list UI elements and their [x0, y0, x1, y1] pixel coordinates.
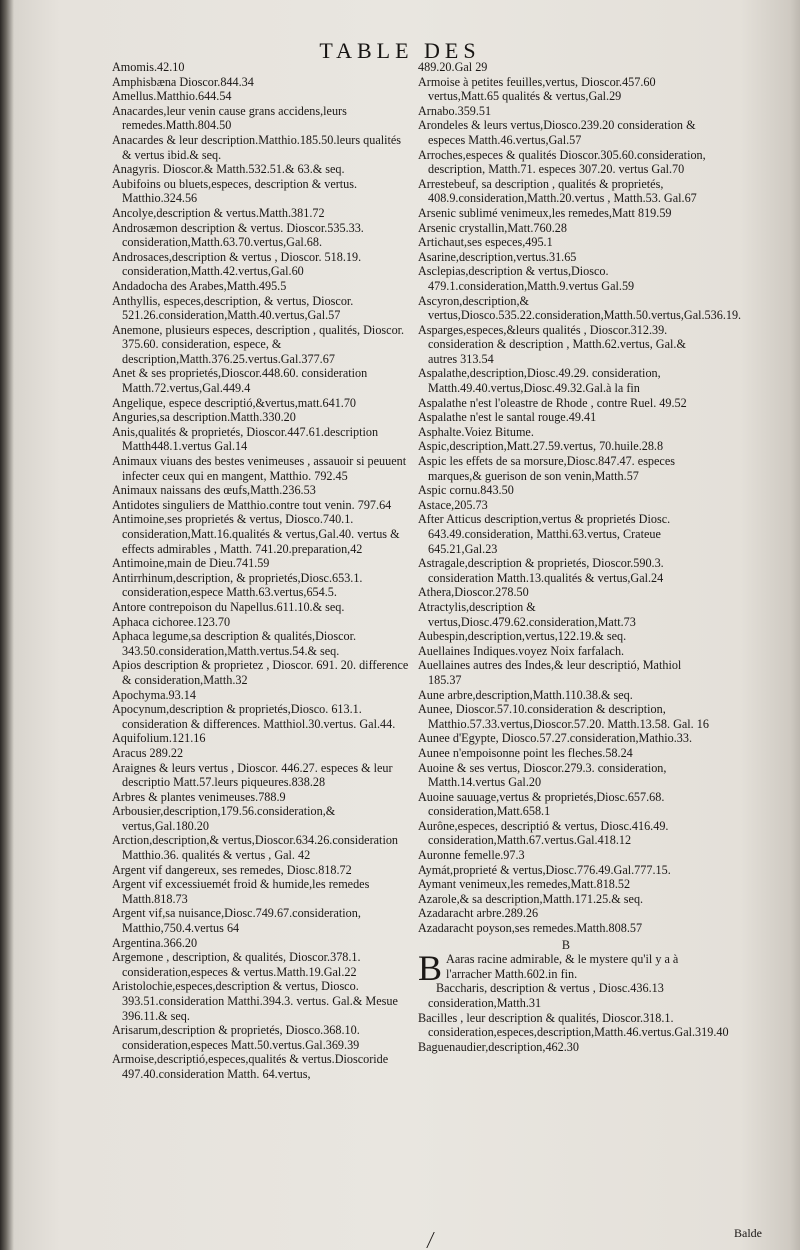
index-entry: Angelique, espece descriptió,&vertus,matt.641.70 [112, 395, 357, 410]
index-entry: Astragale,description & proprietés, Dioscor.590.3. consideration Matth.13.qualités & vertus,Gal.24 [418, 556, 664, 585]
index-entry: Asclepias,description & vertus,Diosco. 479.1.consideration,Matth.9.vertus Gal.59 [418, 264, 635, 293]
index-entry [418, 1040, 714, 1055]
index-entry: Aristolochie,especes,description & vertus, Diosco. 393.51.consideration Matthi.394.3. vertus. Gal.& Mesue 396.11.& seq. [112, 979, 398, 1023]
index-entry: Ascyron,description,& vertus,Diosco.535.22.consideration,Matth.50.vertus,Gal.536.19. [418, 293, 742, 323]
index-entry: Aunee, Dioscor.57.10.consideration & description, Matthio.57.33.vertus,Dioscor.57.20. Matth.13.58. Gal. 16 [418, 702, 709, 731]
index-entry: Athera,Dioscor.278.50 [418, 585, 529, 600]
index-entry: Anis,qualités & proprietés, Dioscor.447.61.description Matth448.1.vertus Gal.14 [112, 424, 379, 454]
drop-cap-letter: B [418, 948, 443, 989]
page-header: TABLE DES [319, 38, 481, 63]
index-entry: Argentina.366.20 [112, 935, 198, 950]
index-entry: Araignes & leurs vertus , Dioscor. 446.27. especes & leur descriptio Matt.57.leurs piqueures.838.28 [112, 760, 393, 790]
index-entry: Antore contrepoison du Napellus.611.10.& seq. [112, 599, 345, 614]
index-entry: Andadocha des Arabes,Matth.495.5 [112, 278, 287, 293]
index-entry: Arnabo.359.51 [418, 103, 492, 118]
index-entry: Apios description & proprietez , Dioscor. 691. 20. difference & consideration,Matth.32 [112, 658, 409, 687]
index-entry: Amellus.Matthio.644.54 [112, 89, 232, 104]
index-entry: Azadaracht arbre.289.26 [418, 906, 539, 921]
index-entry: Aphaca legume,sa description & qualités,Dioscor. 343.50.consideration,Matth.vertus.54.& seq. [112, 629, 357, 658]
index-entry: Armoise à petites feuilles,vertus, Dioscor.457.60 vertus,Matt.65 qualités & vertus,Gal.29 [418, 74, 656, 104]
catchword: Balde [734, 1226, 762, 1240]
index-entry: Androsæmon description & vertus. Dioscor.535.33. consideration,Matth.63.70.vertus,Gal.68. [112, 220, 364, 250]
index-entry: Arsenic sublimé venimeux,les remedes,Matt 819.59 [418, 205, 672, 220]
index-entry: Arrestebeuf, sa description , qualités & proprietés, 408.9.consideration,Matth.20.vertus , Matth.53. Gal.67 [418, 176, 697, 206]
index-entry: Antimoine,main de Dieu.741.59 [112, 556, 270, 571]
index-entry: Aspalathe n'est le santal rouge.49.41 [418, 410, 597, 425]
index-entry: Aubifoins ou bluets,especes, description & vertus. Matthio.324.56 [112, 176, 358, 206]
index-entry: Argent vif excessiuemét froid & humide,les remedes Matth.818.73 [112, 877, 370, 906]
index-entry: Auellaines autres des Indes,& leur descriptió, Mathiol 185.37 [418, 658, 682, 687]
index-entry: Aunee d'Egypte, Diosco.57.27.consideration,Mathio.33. [418, 731, 692, 746]
index-entry: Apocynum,description & proprietés,Diosco. 613.1. consideration & differences. Matthiol.30.vertus. Gal.44. [112, 702, 396, 731]
index-entry-text: Aaras racine admirable, & le mystere qu'il y a à l'arracher Matth.602.in fin. [446, 952, 679, 981]
index-entry: Argent vif dangereux, ses remedes, Diosc.818.72 [112, 862, 352, 877]
index-entry: Apochyma.93.14 [112, 687, 196, 702]
index-entry: Aspalathe n'est l'oleastre de Rhode , contre Ruel. 49.52 [418, 395, 687, 410]
index-entry: Amphisbæna Dioscor.844.34 [112, 74, 254, 89]
index-entry: Aymát,proprieté & vertus,Diosc.776.49.Gal.777.15. [418, 862, 671, 877]
index-entry [418, 981, 714, 1010]
index-entry: Auoine & ses vertus, Dioscor.279.3. consideration, Matth.14.vertus Gal.20 [418, 760, 667, 790]
index-entry: Arction,description,& vertus,Dioscor.634.26.consideration Matthio.36. qualités & vertus , Gal. 42 [112, 833, 399, 863]
index-entry: Astace,205.73 [418, 497, 488, 512]
index-entry: Ancolye,description & vertus.Matth.381.72 [112, 205, 325, 220]
index-column-left [112, 60, 412, 1082]
index-entry: Aunee n'empoisonne point les fleches.58.24 [418, 745, 633, 760]
index-entry: Antidotes singuliers de Matthio.contre tout venin. 797.64 [112, 497, 392, 512]
index-entry: Asparges,especes,&leurs qualités , Dioscor.312.39. consideration & description , Matth.62.vertus, Gal.& autres 313.54 [418, 322, 686, 366]
index-entry: Androsaces,description & vertus , Dioscor. 518.19. consideration,Matth.42.vertus,Gal.60 [112, 249, 362, 279]
index-entry: Arroches,especes & qualités Dioscor.305.60.consideration, description, Matth.71. especes 307.20. vertus Gal.70 [418, 147, 706, 177]
index-column-right [418, 60, 742, 1054]
index-entry: Anthyllis, especes,description, & vertus, Dioscor. 521.26.consideration,Matth.40.vertus,Gal.57 [112, 293, 354, 323]
index-entry: Auellaines Indiques.voyez Noix farfalach. [418, 643, 625, 658]
index-entry: Aune arbre,description,Matth.110.38.& seq. [418, 687, 633, 702]
index-entry: Anacardes & leur description.Matthio.185.50.leurs qualités & vertus ibid.& seq. [112, 132, 402, 162]
index-entry: Arbres & plantes venimeuses.788.9 [112, 789, 286, 804]
index-entry: Animaux viuans des bestes venimeuses , assauoir si peuuent infecter ceux qui en mangent, Matthio. 792.45 [112, 454, 407, 483]
index-entry: Aracus 289.22 [112, 745, 184, 760]
index-entry: Arisarum,description & proprietés, Diosco.368.10. consideration,especes Matt.50.vertus.Gal.369.39 [112, 1023, 360, 1052]
index-entry: Anacardes,leur venin cause grans accidens,leurs remedes.Matth.804.50 [112, 103, 347, 133]
index-entry: Auoine sauuage,vertus & proprietés,Diosc.657.68. consideration,Matt.658.1 [418, 789, 665, 819]
index-entry: Antirrhinum,description, & proprietés,Diosc.653.1. consideration,espece Matth.63.vertus,654.5. [112, 570, 363, 600]
index-entry: Amomis.42.10 [112, 60, 185, 74]
index-entry: Asarine,description,vertus.31.65 [418, 249, 577, 264]
index-entry-text: Bacilles , leur description & qualités, Dioscor.318.1. consideration,especes,description,Matth.46.vertus.Gal.319.40 [418, 1010, 729, 1040]
index-entry: Atractylis,description & vertus,Diosc.479.62.consideration,Matt.73 [418, 599, 636, 629]
index-entry: Anet & ses proprietés,Dioscor.448.60. consideration Matth.72.vertus,Gal.449.4 [112, 366, 368, 396]
index-entry: Armoise,descriptió,especes,qualités & vertus.Dioscoride 497.40.consideration Matth. 64.vertus, [112, 1052, 389, 1081]
index-entry: Aspalathe,description,Diosc.49.29. consideration, Matth.49.40.vertus,Diosc.49.32.Gal.à la fin [418, 366, 661, 396]
index-entry: Aspic les effets de sa morsure,Diosc.847.47. especes marques,& guerison de son venin,Matth.57 [418, 454, 675, 483]
index-entry [418, 1010, 729, 1040]
index-entry: Arbousier,description,179.56.consideration,& vertus,Gal.180.20 [112, 804, 336, 833]
index-entry: Artichaut,ses especes,495.1 [418, 235, 553, 250]
index-entries-b [418, 948, 729, 1054]
index-entry: Aphaca cichoree.123.70 [112, 614, 231, 629]
index-entry: Aubespin,description,vertus,122.19.& seq. [418, 629, 627, 644]
index-entry: Asphalte.Voiez Bitume. [418, 424, 534, 439]
index-entry: Arsenic crystallin,Matt.760.28 [418, 220, 567, 235]
index-entry: Arondeles & leurs vertus,Diosco.239.20 consideration & especes Matth.46.vertus,Gal.57 [418, 118, 696, 147]
margin-pen-mark [426, 1232, 444, 1248]
index-entry: Aspic,description,Matt.27.59.vertus, 70.huile.28.8 [418, 439, 664, 454]
section-letter-heading: B [561, 937, 571, 952]
index-entry [418, 948, 714, 989]
index-entry-text: Baguenaudier,description,462.30 [418, 1039, 579, 1054]
index-entry: Aquifolium.121.16 [112, 731, 206, 746]
index-entry: Aspic cornu.843.50 [418, 483, 514, 498]
index-entry: Antimoine,ses proprietés & vertus, Diosco.740.1. consideration,Matt.16.qualités & vertus,Gal.40. vertus & effects admirables , Matth. 741.20.preparation,42 [112, 512, 400, 556]
index-entry: Animaux naissans des œufs,Matth.236.53 [112, 483, 316, 498]
index-entry: Anguries,sa description.Matth.330.20 [112, 410, 296, 425]
index-entry: Anagyris. Dioscor.& Matth.532.51.& 63.& seq. [112, 162, 345, 177]
index-entry-text: Baccharis, description & vertus , Diosc.436.13 consideration,Matth.31 [428, 981, 664, 1010]
index-entry: 489.20.Gal 29 [418, 60, 488, 74]
index-entry: Argemone , description, & qualités, Dioscor.378.1. consideration,especes & vertus.Matth.19.Gal.22 [112, 950, 361, 979]
index-entry: Argent vif,sa nuisance,Diosc.749.67.consideration, Matthio,750.4.vertus 64 [112, 906, 361, 936]
index-entry: Auronne femelle.97.3 [418, 848, 525, 863]
index-entry: After Atticus description,vertus & proprietés Diosc. 643.49.consideration, Matthi.63.vertus, Crateue 645.21,Gal.23 [418, 512, 671, 556]
index-entry: Aurône,especes, descriptió & vertus, Diosc.416.49. consideration,Matth.67.vertus.Gal.418.12 [418, 818, 669, 848]
index-entry: Azadaracht poyson,ses remedes.Matth.808.57 [418, 921, 643, 936]
index-entries-right [418, 60, 742, 936]
index-entry: Aymant venimeux,les remedes,Matt.818.52 [418, 877, 631, 892]
index-entry: Azarole,& sa description,Matth.171.25.& seq. [418, 891, 644, 906]
index-entry: Anemone, plusieurs especes, description , qualités, Dioscor. 375.60. consideration, espece, & description,Matth.376.25.vertus.Gal.377.67 [112, 322, 405, 366]
